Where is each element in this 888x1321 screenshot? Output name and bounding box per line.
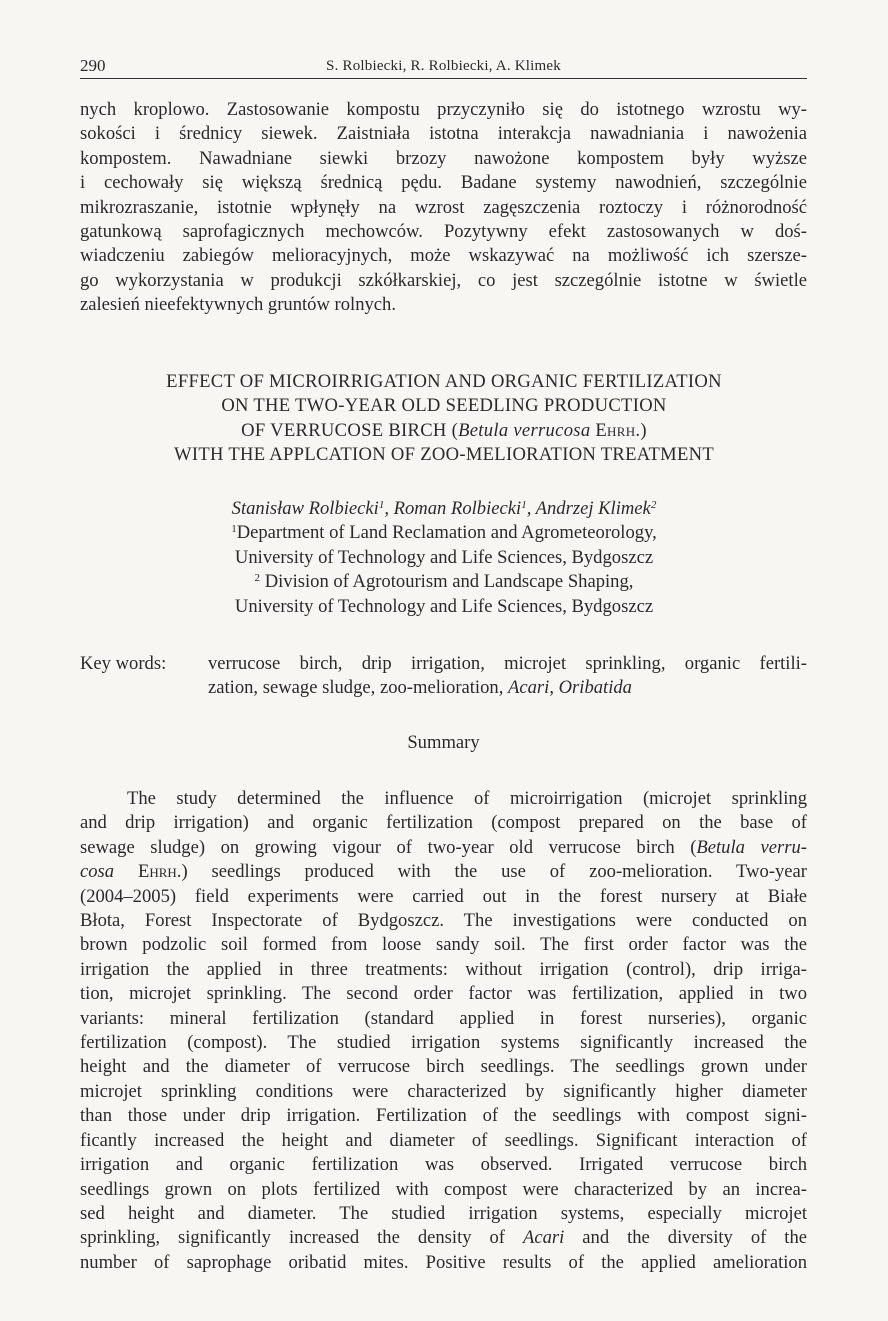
text-line: zalesień nieefektywnych gruntów rolnych. [80,294,396,316]
authors-affiliations [40,497,848,619]
keywords-label: Key words: [80,653,167,674]
header-rule [80,78,807,79]
latin-species-name: cosa [80,861,115,883]
affiliation-text: Division of Agrotourism and Landscape Shaping, [264,571,634,593]
author-name: Stanisław Rolbiecki [231,498,379,519]
latin-species-name: Betula verru- [696,836,807,858]
affiliation-line [40,521,848,545]
text-line: microjet sprinkling conditions were characterized by significantly higher diameter [80,1080,807,1102]
affiliation-marker: 1 [521,499,527,511]
keyword-latin: Acari [508,677,550,699]
text-line: fertilization (compost). The studied irrigation systems significantly increased the [80,1032,807,1054]
text-line: sed height and diameter. The studied irrigation systems, especially microjet [80,1202,807,1224]
page-number: 290 [80,56,106,75]
summary-heading: Summary [407,732,480,753]
taxon-author-abbr: Ehrh. [595,419,641,441]
affiliation-marker: 2 [254,572,261,585]
keywords-text: zation, sewage sludge, zoo-melioration, [208,677,508,699]
text-line: kompostem. Nawadniane siewki brzozy nawożone kompostem były wyższe [80,147,807,169]
article-title [40,370,848,468]
affiliation-line: University of Technology and Life Sciences, Bydgoszcz [234,595,654,617]
title-line: ON THE TWO-YEAR OLD SEEDLING PRODUCTION [221,395,667,417]
keyword-latin: Oribatida [558,677,632,699]
text-line: ficantly increased the height and diameter of seedlings. Significant interaction of [80,1129,807,1151]
polish-abstract-paragraph [80,98,807,318]
text-fragment: sprinkling, significantly increased the density of [80,1227,523,1249]
running-header-authors: S. Rolbiecki, R. Rolbiecki, A. Klimek [326,58,561,74]
text-line: (2004–2005) field experiments were carried out in the forest nursery at Białe [80,885,807,907]
text-line: wiadczeniu zabiegów melioracyjnych, może wskazywać na możliwość ich szersze- [80,245,807,267]
text-fragment: and the diversity of the [564,1227,808,1249]
text-line: Błota, Forest Inspectorate of Bydgoszcz. The investigations were conducted on [80,910,807,932]
text-line [80,1226,807,1250]
text-line [80,860,807,884]
title-line [40,419,848,443]
summary-paragraph [80,787,807,1275]
latin-taxon-name: Acari [522,1227,565,1249]
text-line: number of saprophage oribatid mites. Positive results of the applied amelioration [80,1251,807,1273]
affiliation-marker: 1 [231,523,237,536]
author-name: Roman Rolbiecki [393,498,522,519]
affiliation-marker: 2 [650,499,657,511]
text-line: gatunkową saprofagicznych mechowców. Pozytywny efekt zastosowanych w doś- [80,221,807,243]
keywords-list [208,652,807,701]
text-line: irrigation and organic fertilization was observed. Irrigated verrucose birch [80,1154,807,1176]
affiliation-text: Department of Land Reclamation and Agrometeorology, [236,522,657,544]
text-fragment: sewage sludge) on growing vigour of two-year old verrucose birch ( [80,836,697,858]
text-line: than those under drip irrigation. Fertilization of the seedlings with compost signi- [80,1105,807,1127]
taxon-author-abbr: Ehrh. [137,861,182,883]
latin-species-name: Betula verrucosa [458,419,591,441]
running-header [80,50,807,78]
text-line: height and the diameter of verrucose birch seedlings. The seedlings grown under [80,1056,807,1078]
keywords-line [208,676,807,700]
text-line: brown podzolic soil formed from loose sandy soil. The first order factor was the [80,934,807,956]
text-line: The study determined the influence of microirrigation (microjet sprinkling [127,788,807,809]
affiliation-line [40,570,848,594]
text-line: go wykorzystania w produkcji szkółkarskiej, co jest szczególnie istotne w świetle [80,269,807,291]
title-text: OF VERRUCOSE BIRCH ( [241,419,459,441]
text-fragment: ) seedlings produced with the use of zoo-melioration. Two-year [181,861,808,883]
text-line [80,836,807,860]
text-line: i cechowały się większą średnicą pędu. Badane systemy nawodnień, szczególnie [80,172,807,194]
text-line: mikrozraszanie, istotnie wpłynęły na wzrost zagęszczenia roztoczy i różnorodność [80,196,807,218]
text-line: variants: mineral fertilization (standard applied in forest nurseries), organic [80,1007,807,1029]
affiliation-line: University of Technology and Life Sciences, Bydgoszcz [234,546,654,568]
text-line: seedlings grown on plots fertilized with compost were characterized by an increa- [80,1178,807,1200]
text-line: tion, microjet sprinkling. The second order factor was fertilization, applied in two [80,983,807,1005]
author-name: Andrzej Klimek [535,498,651,519]
text-line: and drip irrigation) and organic fertilization (compost prepared on the base of [80,812,807,834]
keywords-line: verrucose birch, drip irrigation, microjet sprinkling, organic fertili- [208,653,807,674]
author-names: Stanisław Rolbiecki$^1$, Roman Rolbiecki$^1$, Andrzej Klimek$^2$ [231,498,657,519]
title-line: EFFECT OF MICROIRRIGATION AND ORGANIC FERTILIZATION [166,371,722,392]
title-text: ) [640,419,647,441]
text-line: nych kroplowo. Zastosowanie kompostu przyczyniło się do istotnego wzrostu wy- [80,99,807,120]
text-line: irrigation the applied in three treatments: without irrigation (control), drip irriga- [80,958,807,980]
text-line: sokości i średnicy siewek. Zaistniała istotna interakcja nawadniania i nawożenia [80,123,807,145]
affiliation-marker: 1 [378,499,385,511]
title-line: WITH THE APPLCATION OF ZOO-MELIORATION TREATMENT [174,444,714,466]
keywords-text: , [549,677,559,699]
